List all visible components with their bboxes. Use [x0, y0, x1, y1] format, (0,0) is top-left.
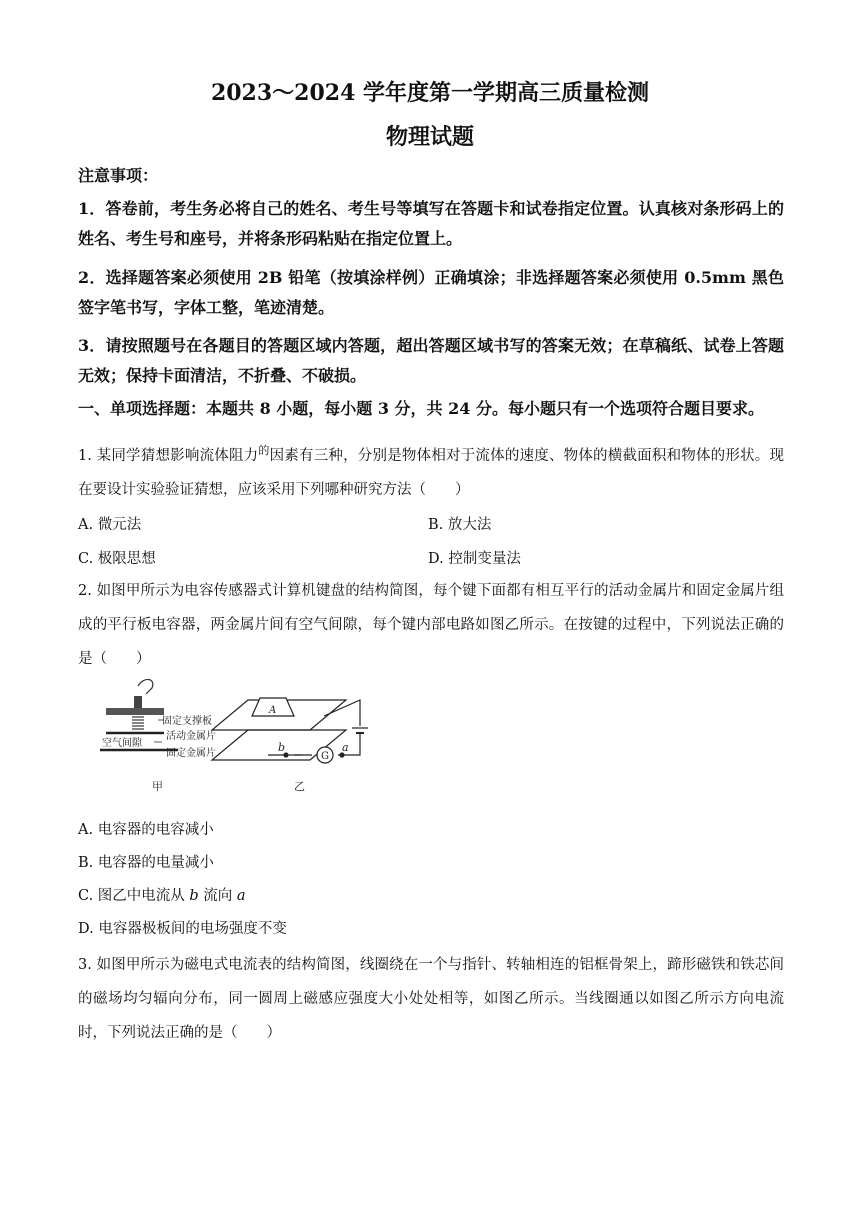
question-2-stem: 2. 如图甲所示为电容传感器式计算机键盘的结构简图，每个键下面都有相互平行的活动金属片和固定金属片组成的平行板电容器，两金属片间有空气间隙，每个键内部电路如图乙所示。在按键的过程中，下列说法正确的是（ ）: [78, 583, 784, 667]
label-moving: 活动金属片: [166, 731, 216, 742]
label-support: 固定支撑板: [162, 716, 212, 727]
q1-stem-part-a: 1. 某同学猜想影响流体阻力: [78, 448, 259, 464]
section-heading: 一、单项选择题：本题共 8 小题，每小题 3 分，共 24 分。每小题只有一个选项符合题目要求。: [78, 399, 764, 418]
label-yi: 乙: [294, 780, 305, 793]
q2-option-c-pre: C. 图乙中电流从: [78, 888, 190, 904]
figure-yi: [212, 698, 368, 793]
q2-option-c-a: a: [236, 888, 246, 904]
notice-heading: 注意事项：: [78, 166, 159, 185]
page-subtitle: 物理试题: [385, 124, 474, 150]
q1-stem-part-b: 因素有三种，分别是物体相对于流体的速度、物体的横截面积和物体的形状。现在要设计实验验证猜想，应该采用下列哪种研究方法（ ）: [78, 448, 784, 498]
label-fixed: 固定金属片: [166, 748, 216, 759]
q1-option-d: D. 控制变量法: [428, 551, 521, 567]
notice-item-1: 1．答卷前，考生务必将自己的姓名、考生号等填写在答题卡和试卷指定位置。认真核对条形码上的姓名、考生号和座号，并将条形码粘贴在指定位置上。: [78, 199, 784, 248]
label-air: 空气间隙: [102, 738, 142, 749]
label-G: G: [321, 751, 329, 762]
q1-option-b: B. 放大法: [428, 517, 492, 533]
q2-option-c-mid: 流向: [198, 888, 237, 904]
question-1-stem: [78, 434, 784, 507]
q1-option-c: C. 极限思想: [78, 551, 156, 567]
question-3-stem: 3. 如图甲所示为磁电式电流表的结构简图，线圈绕在一个与指针、转轴相连的铝框骨架上，蹄形磁铁和铁芯间的磁场均匀辐向分布，同一圆周上磁感应强度大小处处相等，如图乙所示。当线圈通以如图乙所示方向电流时，下列说法正确的是（ ）: [78, 957, 784, 1041]
q2-option-c-b: b: [189, 888, 199, 904]
q1-option-a: A. 微元法: [78, 517, 142, 533]
q2-figure: [98, 672, 378, 800]
page-title: 2023～2024 学年度第一学期高三质量检测: [210, 80, 650, 106]
figure-jia: [100, 679, 216, 793]
q2-option-c: [78, 884, 246, 905]
label-jia: 甲: [152, 780, 163, 793]
q2-option-b: B. 电容器的电量减小: [78, 855, 214, 871]
spring-icon: [132, 717, 144, 729]
q2-option-a: A. 电容器的电容减小: [78, 822, 214, 838]
notice-item-2: 2．选择题答案必须使用 2B 铅笔（按填涂样例）正确填涂；非选择题答案必须使用 0.5mm 黑色签字笔书写，字体工整，笔迹清楚。: [78, 268, 784, 317]
label-a: a: [342, 741, 349, 754]
q1-stem-sup: 的: [258, 444, 270, 457]
label-A: A: [269, 705, 277, 716]
finger-icon: [138, 679, 153, 694]
key-stem: [134, 696, 142, 710]
q2-option-d: D. 电容器极板间的电场强度不变: [78, 921, 287, 937]
notice-item-3: 3．请按照题号在各题目的答题区域内答题，超出答题区域书写的答案无效；在草稿纸、试卷上答题无效；保持卡面清洁，不折叠、不破损。: [78, 336, 784, 385]
support-plate: [106, 708, 164, 715]
label-b: b: [278, 741, 286, 754]
q2-figure-svg: [98, 672, 378, 800]
